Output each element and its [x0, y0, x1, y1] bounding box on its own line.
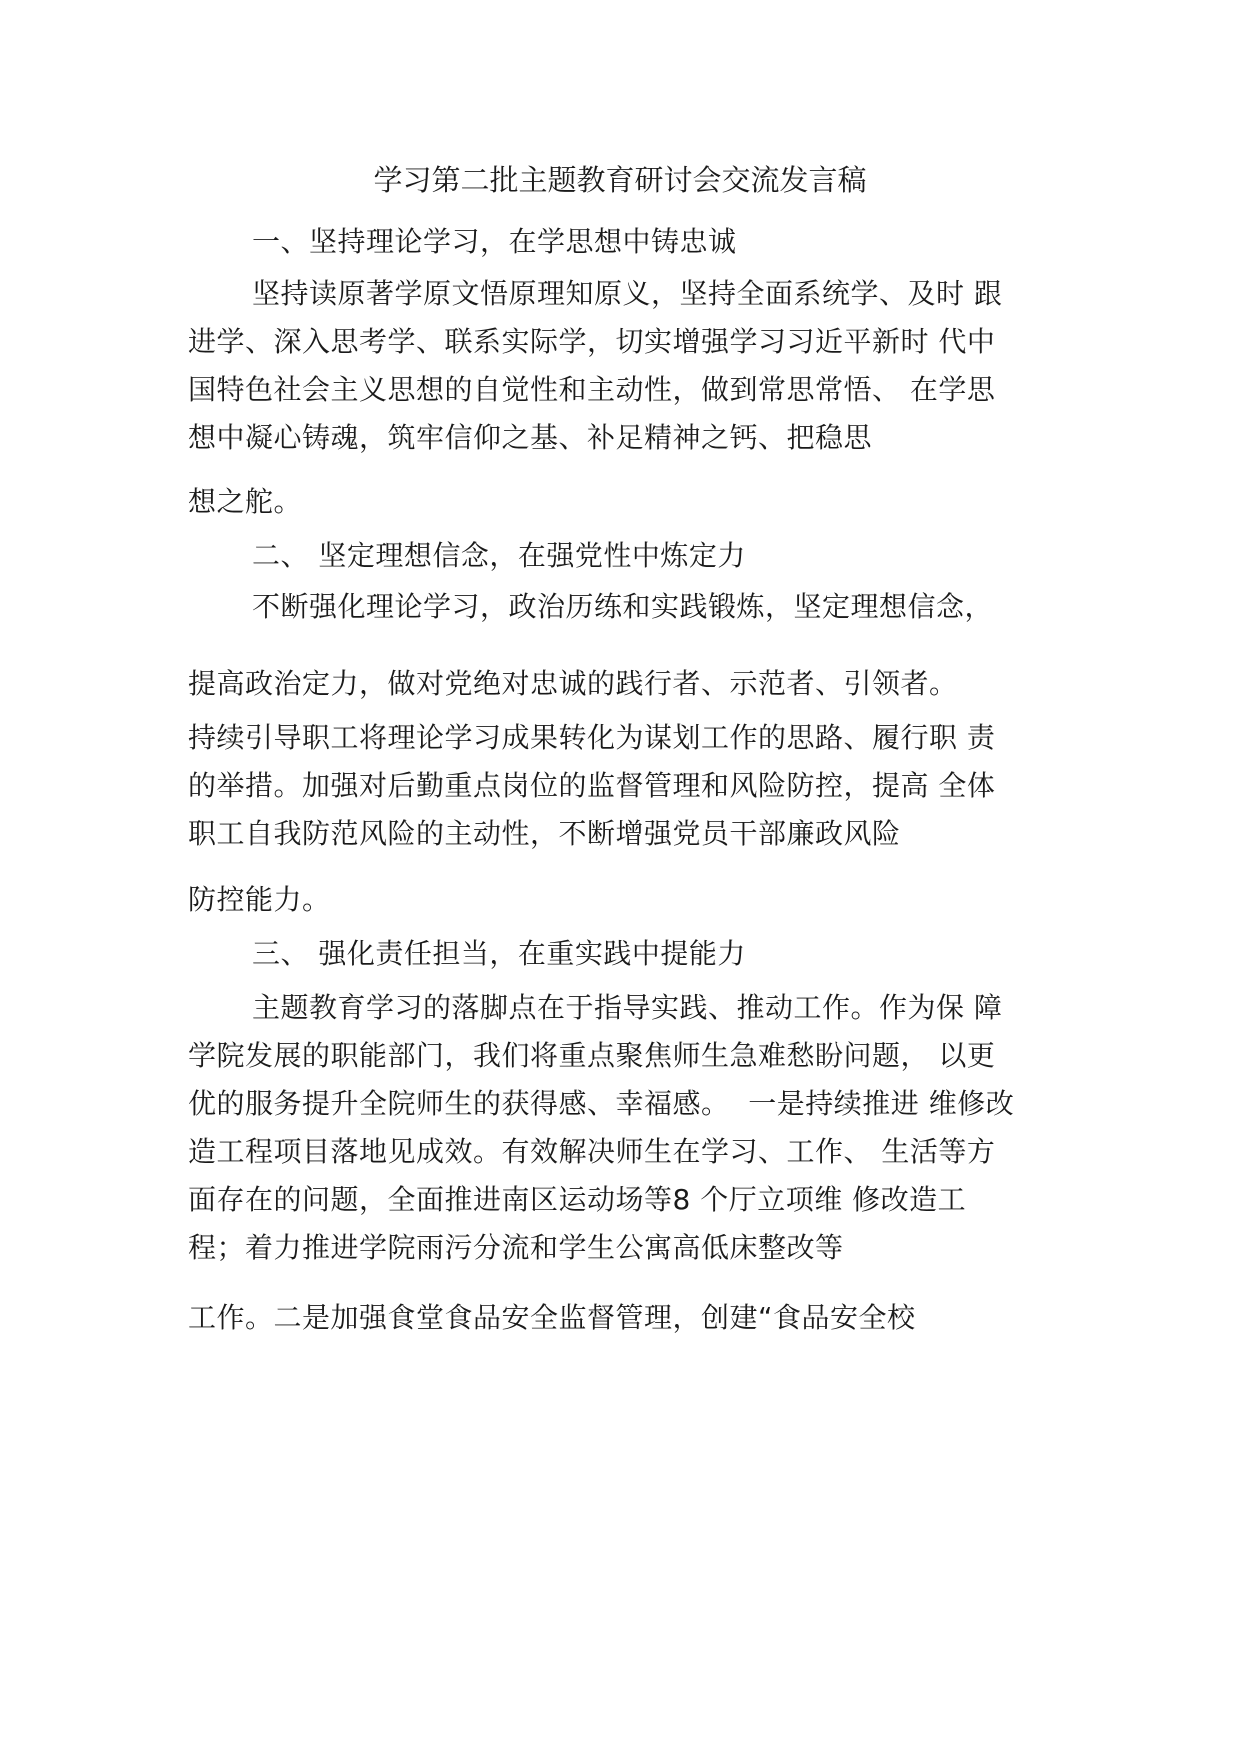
paragraph-line: 持续引导职工将理论学习成果转化为谋划工作的思路、履行职 责 [188, 721, 996, 754]
paragraph-line: 优的服务提升全院师生的获得感、幸福感。 一是持续推进 维修改 [188, 1087, 1015, 1120]
paragraph-line: 学院发展的职能部门，我们将重点聚焦师生急难愁盼问题， 以更 [188, 1039, 996, 1072]
paragraph-line: 面存在的问题，全面推进南区运动场等8 个厅立项维 修改造工 [188, 1183, 967, 1216]
paragraph-line: 不断强化理论学习，政治历练和实践锻炼，坚定理想信念， [252, 590, 994, 623]
paragraph-line: 造工程项目落地见成效。有效解决师生在学习、工作、 生活等方 [188, 1135, 996, 1168]
paragraph-line: 想中凝心铸魂，筑牢信仰之基、补足精神之钙、把稳思 [188, 421, 873, 454]
paragraph-line: 坚持读原著学原文悟原理知原义，坚持全面系统学、及时 跟 [252, 277, 1003, 310]
paragraph-line: 程；着力推进学院雨污分流和学生公寓高低床整改等 [188, 1231, 844, 1264]
document-title: 学习第二批主题教育研讨会交流发言稿 [373, 163, 867, 197]
paragraph-line: 提高政治定力，做对党绝对忠诚的践行者、示范者、引领者。 [188, 667, 958, 700]
paragraph-line: 工作。二是加强食堂食品安全监督管理，创建“食品安全校 [188, 1301, 916, 1334]
heading-3: 三、 强化责任担当，在重实践中提能力 [252, 937, 746, 970]
paragraph-line: 的举措。加强对后勤重点岗位的监督管理和风险防控，提高 全体 [188, 769, 996, 802]
heading-1: 一、坚持理论学习，在学思想中铸忠诚 [252, 225, 737, 258]
paragraph-line: 想之舵。 [188, 485, 303, 518]
paragraph-line: 国特色社会主义思想的自觉性和主动性，做到常思常悟、 在学思 [188, 373, 996, 406]
paragraph-line: 防控能力。 [188, 883, 331, 916]
paragraph-line: 主题教育学习的落脚点在于指导实践、推动工作。作为保 障 [252, 991, 1003, 1024]
heading-2: 二、 坚定理想信念，在强党性中炼定力 [252, 539, 746, 572]
paragraph-line: 职工自我防范风险的主动性，不断增强党员干部廉政风险 [188, 817, 901, 850]
paragraph-line: 进学、深入思考学、联系实际学，切实增强学习习近平新时 代中 [188, 325, 996, 358]
